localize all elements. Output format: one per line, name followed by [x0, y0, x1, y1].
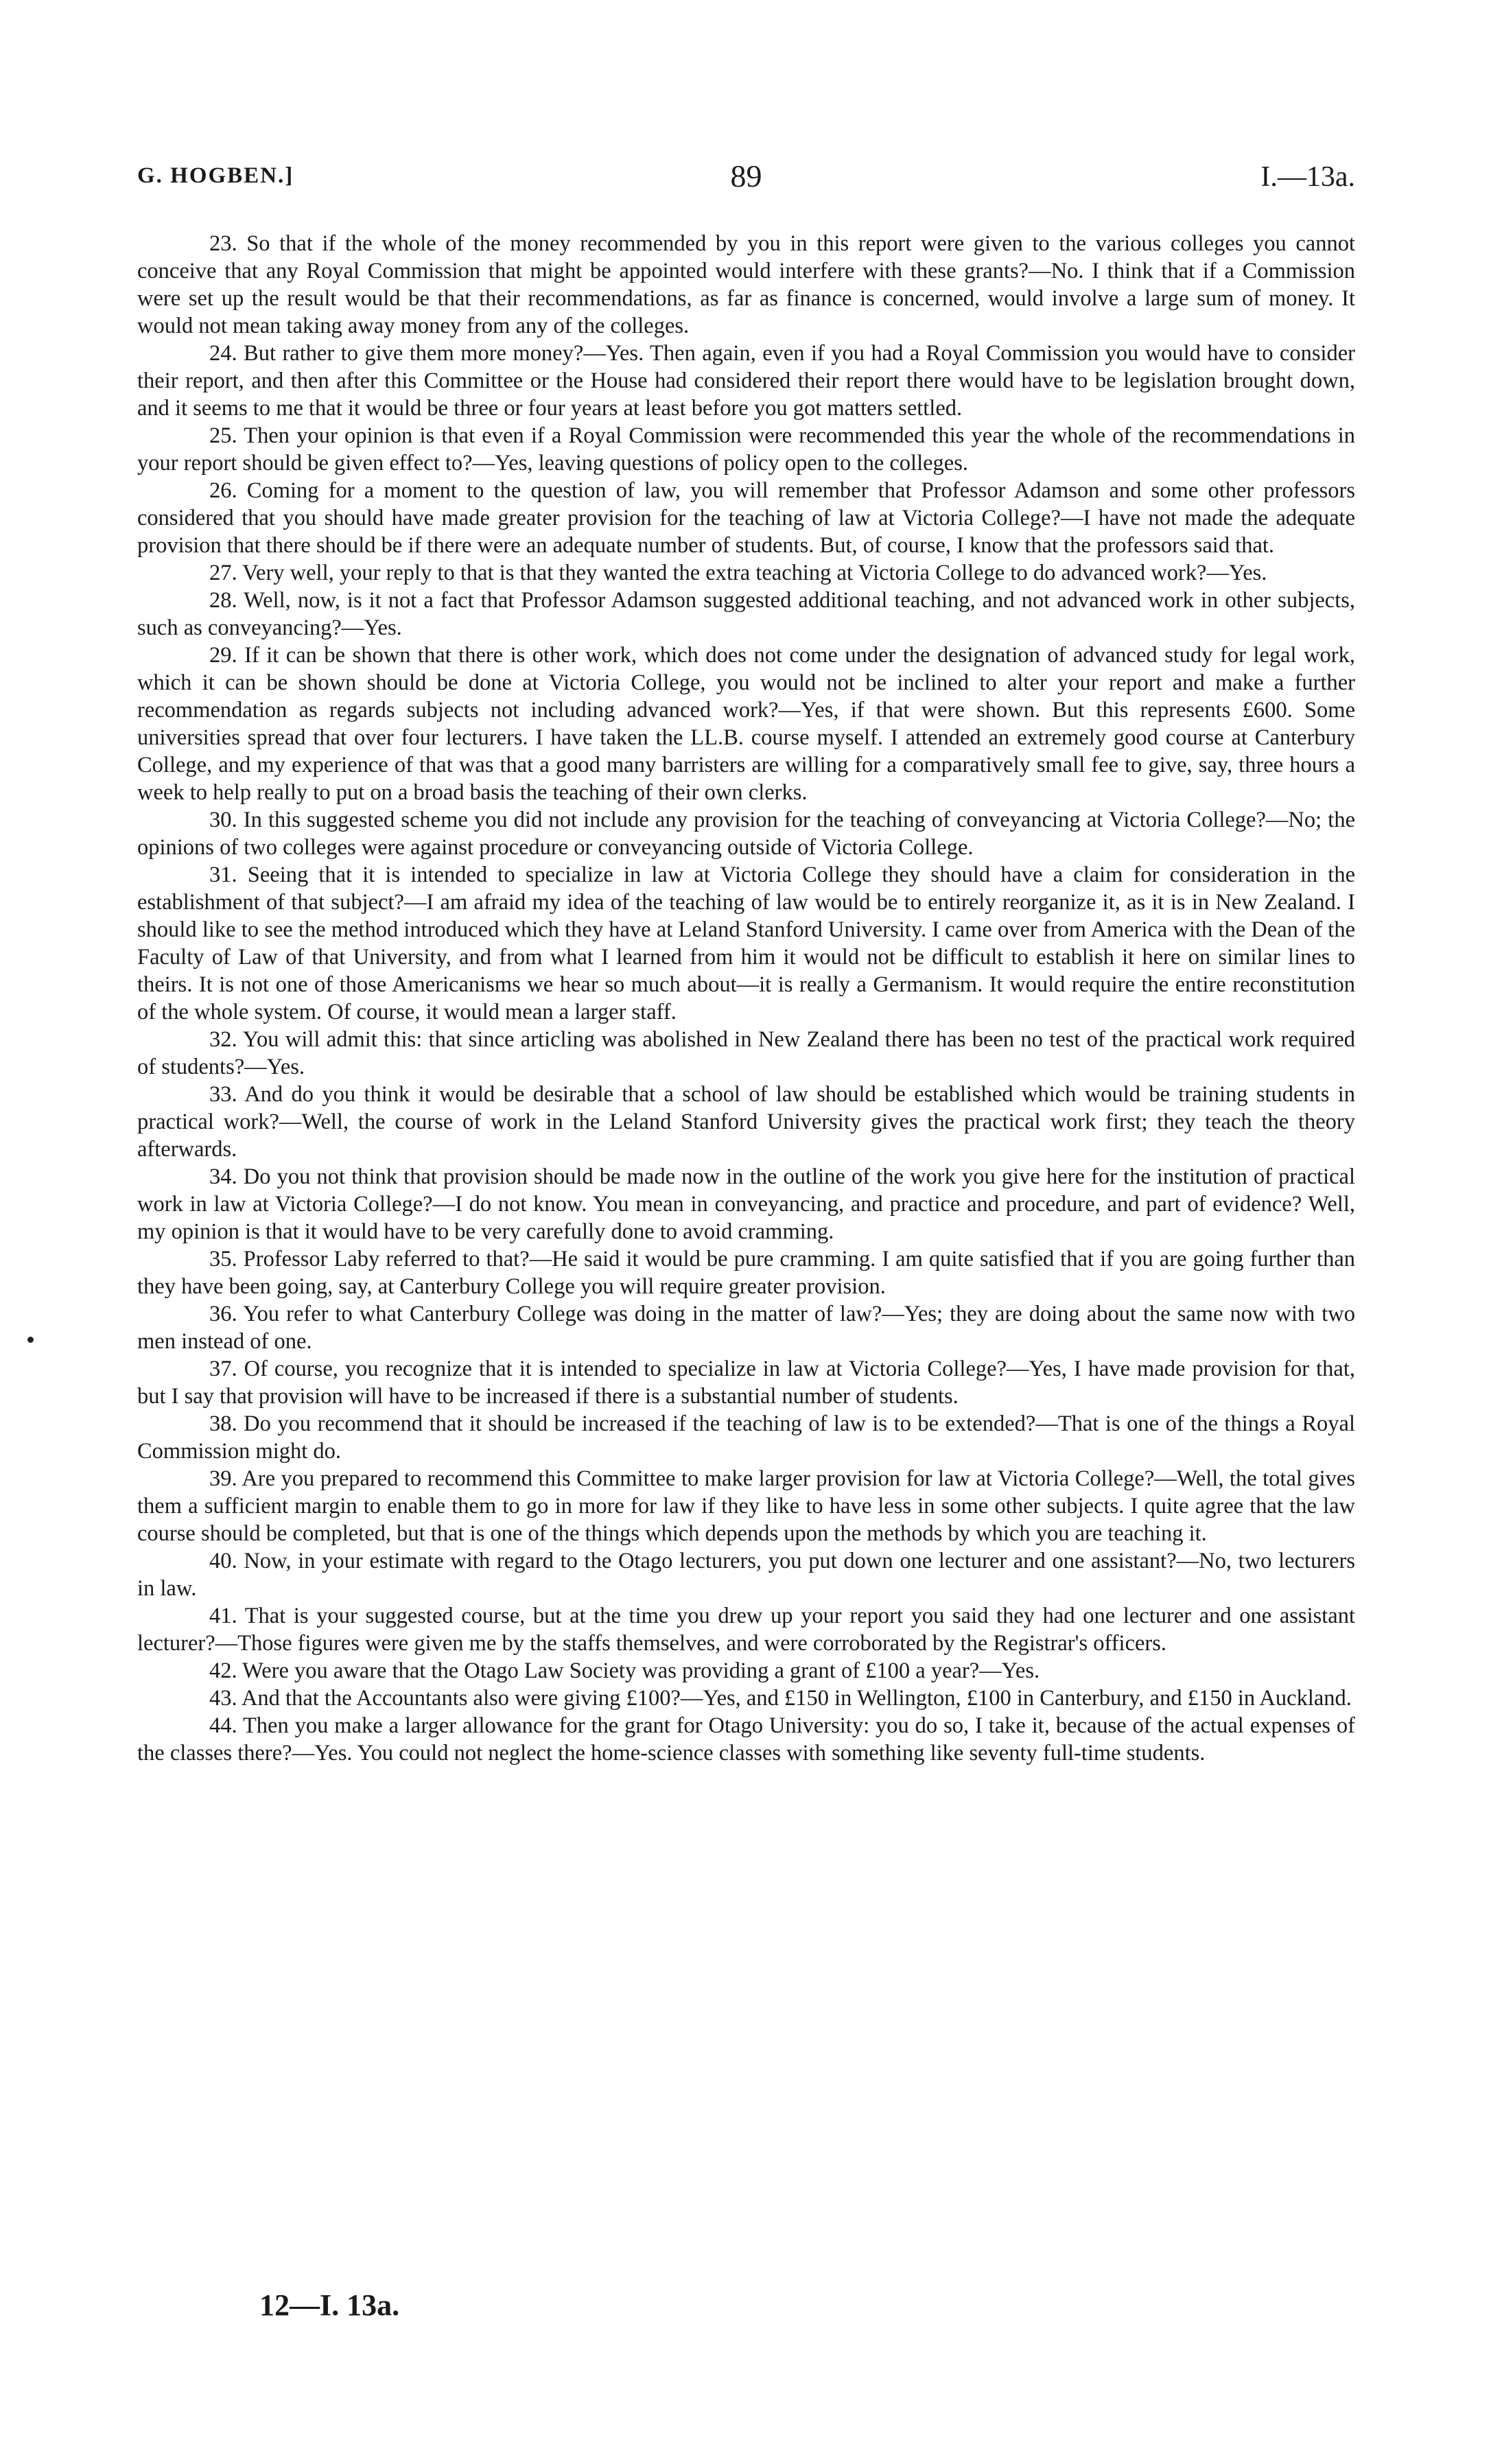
question-paragraph: 28. Well, now, is it not a fact that Professor Adamson suggested additional teaching, and not advanced work in other subjects, such as conveyancing?—Yes. — [137, 588, 1355, 640]
question-paragraph: 36. You refer to what Canterbury College was doing in the matter of law?—Yes; they are doing about the same now with two men instead of one. — [137, 1302, 1355, 1354]
page-header — [137, 159, 1355, 204]
question-paragraph: 26. Coming for a moment to the question of law, you will remember that Professor Adamson and some other professors considered that you should have made greater provision for the teaching of law at Victoria College?—I have not made the adequate provision that there should be if there were an adequate number of students. But, of course, I know that the professors said that. — [137, 478, 1355, 558]
question-paragraph: 29. If it can be shown that there is other work, which does not come under the designation of advanced study for legal work, which it can be shown should be done at Victoria College, you would not be inclined to alter your report and make a further recommendation as regards subjects not including advanced work?—Yes, if that were shown. But this represents £600. Some universities spread that over four lecturers. I have taken the LL.B. course myself. I attended an extremely good course at Canterbury College, and my experience of that was that a good many barristers are willing for a comparatively small fee to give, say, three hours a week to help really to put on a broad basis the teaching of their own clerks. — [137, 643, 1355, 805]
question-paragraph: 42. Were you aware that the Otago Law Society was providing a grant of £100 a year?—Yes. — [209, 1658, 1040, 1683]
question-paragraph: 27. Very well, your reply to that is that they wanted the extra teaching at Victoria College to do advanced work?—Yes. — [209, 561, 1267, 585]
question-paragraph: 44. Then you make a larger allowance for the grant for Otago University: you do so, I take it, because of the actual expenses of the classes there?—Yes. You could not neglect the home-science classes with something like seventy full-time students. — [137, 1713, 1355, 1765]
evidence-text — [137, 230, 1355, 1767]
question-paragraph: 33. And do you think it would be desirable that a school of law should be established which would be training students in practical work?—Well, the course of work in the Leland Stanford University gives the practical work first; they teach the theory afterwards. — [137, 1082, 1355, 1162]
question-paragraph: 38. Do you recommend that it should be increased if the teaching of law is to be extended?—That is one of the things a Royal Commission might do. — [137, 1411, 1355, 1464]
margin-mark — [27, 1337, 34, 1343]
question-paragraph: 37. Of course, you recognize that it is intended to specialize in law at Victoria College?—Yes, I have made provision for that, but I say that provision will have to be increased if there is a substantial number of students. — [137, 1357, 1355, 1409]
question-paragraph: 32. You will admit this: that since articling was abolished in New Zealand there has been no test of the practical work required of students?—Yes. — [137, 1027, 1355, 1079]
header-paper-reference: I.—13a. — [1260, 161, 1355, 193]
question-paragraph: 39. Are you prepared to recommend this Committee to make larger provision for law at Victoria College?—Well, the total gives them a sufficient margin to enable them to go in more for law if they like to have less in some other subjects. I quite agree that the law course should be completed, but that is one of the things which depends upon the methods by which you are teaching it. — [137, 1466, 1355, 1546]
question-paragraph: 35. Professor Laby referred to that?—He said it would be pure cramming. I am quite satisfied that if you are going further than they have been going, say, at Canterbury College you will require greater provision. — [137, 1247, 1355, 1299]
question-paragraph: 43. And that the Accountants also were giving £100?—Yes, and £150 in Wellington, £100 in Canterbury, and £150 in Auckland. — [209, 1686, 1352, 1711]
header-witness-name: G. HOGBEN.] — [137, 163, 294, 188]
page-number: 89 — [730, 159, 762, 193]
question-paragraph: 34. Do you not think that provision should be made now in the outline of the work you give here for the institution of practical work in law at Victoria College?—I do not know. You mean in conveyancing, and practice and procedure, and part of evidence? Well, my opinion is that it would have to be very carefully done to avoid cramming. — [137, 1164, 1355, 1244]
signature-mark: 12—I. 13a. — [259, 2288, 400, 2322]
question-paragraph: 31. Seeing that it is intended to specialize in law at Victoria College they should have a claim for consideration in the establishment of that subject?—I am afraid my idea of the teaching of law would be to entirely reorganize it, as it is in New Zealand. I should like to see the method introduced which they have at Leland Stanford University. I came over from America with the Dean of the Faculty of Law of that University, and from what I learned from him it would not be difficult to establish it here on similar lines to theirs. It is not one of those Americanisms we hear so much about—it is really a Germanism. It would require the entire reconstitution of the whole system. Of course, it would mean a larger staff. — [137, 863, 1355, 1024]
question-paragraph: 30. In this suggested scheme you did not include any provision for the teaching of conveyancing at Victoria College?—No; the opinions of two colleges were against procedure or conveyancing outside of Victoria College. — [137, 808, 1355, 860]
question-paragraph: 25. Then your opinion is that even if a Royal Commission were recommended this year the whole of the recommendations in your report should be given effect to?—Yes, leaving questions of policy open to the colleges. — [137, 423, 1355, 476]
question-paragraph: 24. But rather to give them more money?—Yes. Then again, even if you had a Royal Commission you would have to consider their report, and then after this Committee or the House had considered their report there would have to be legislation brought down, and it seems to me that it would be three or four years at least before you got matters settled. — [137, 341, 1355, 421]
question-paragraph: 41. That is your suggested course, but at the time you drew up your report you said they had one lecturer and one assistant lecturer?—Those figures were given me by the staffs themselves, and were corroborated by the Registrar's officers. — [137, 1604, 1355, 1656]
question-paragraph: 23. So that if the whole of the money recommended by you in this report were given to the various colleges you cannot conceive that any Royal Commission that might be appointed would interfere with these grants?—No. I think that if a Commission were set up the result would be that their recommendations, as far as finance is concerned, would involve a large sum of money. It would not mean taking away money from any of the colleges. — [137, 231, 1355, 338]
question-paragraph: 40. Now, in your estimate with regard to the Otago lecturers, you put down one lecturer and one assistant?—No, two lecturers in law. — [137, 1549, 1355, 1601]
